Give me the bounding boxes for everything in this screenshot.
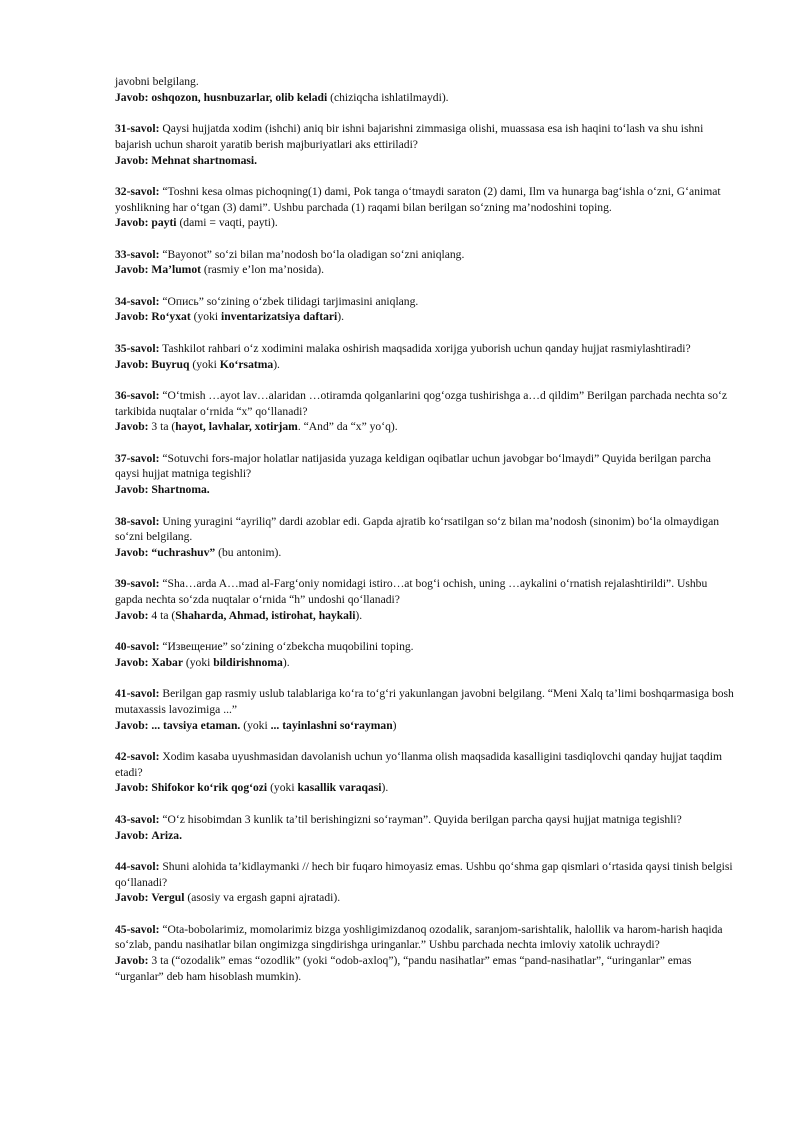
- answer-note: (dami = vaqti, payti).: [179, 216, 278, 230]
- answer-bold: oshqozon, husnbuzarlar, olib keladi: [151, 90, 328, 104]
- question-34: [115, 294, 735, 325]
- question-text: “Bayonot” so‘zi bilan ma’nodosh bo‘la oladigan so‘zni aniqlang.: [162, 247, 465, 261]
- question-label: 43-savol:: [115, 812, 160, 826]
- question-label: 39-savol:: [115, 577, 160, 591]
- question-43: [115, 812, 735, 843]
- answer-bold: Mehnat shartnomasi.: [151, 153, 258, 167]
- question-44: [115, 859, 735, 906]
- question-text: Xodim kasaba uyushmasidan davolanish uchun yo‘llanma olish maqsadida kasalligini tasdiqlovchi qanday hujjat taqdim etadi?: [115, 750, 722, 779]
- answer-bold-alt: inventarizatsiya daftari: [221, 310, 338, 324]
- answer-tail: ).: [337, 310, 345, 324]
- answer-plain: 4 ta (: [151, 608, 176, 622]
- question-label: 31-savol:: [115, 122, 160, 136]
- question-text: “Ota-bobolarimiz, momolarimiz bizga yoshligimizdanoq ozodalik, saranjom-sarishtalik, halollik va harom-harish haqida so‘zlab, pandu nasihatlar bilan ongimizga singdirishga uringanlar.” Ushbu parchada nechta imloviy xatolik uchraydi?: [115, 922, 723, 952]
- intro-line: javobni belgilang.: [115, 75, 199, 88]
- answer-label: Javob:: [115, 153, 149, 167]
- answer-label: Javob:: [115, 90, 149, 104]
- question-text: “Sha…arda A…mad al-Farg‘oniy nomidagi istiro…at bog‘i ochish, uning …aykalini o‘rnatish rejalashtirildi”. Ushbu gapda nechta so‘zda nuqtalar o‘rnida “h” undoshi qo‘llanadi?: [115, 577, 708, 607]
- answer-label: Javob:: [115, 310, 149, 324]
- question-39: [115, 576, 735, 623]
- answer-tail: . “And” da “x” yo‘q).: [297, 420, 398, 434]
- question-label: 41-savol:: [115, 687, 160, 701]
- answer-note: 3 ta (“ozodalik” emas “ozodlik” (yoki “odob-axloq”), “pandu nasihatlar” emas “pand-nasihatlar”, “uringanlar” emas “urganlar” deb ham hisoblash mumkin).: [115, 954, 692, 983]
- question-text: “Извещение” so‘zining o‘zbekcha muqobilini toping.: [162, 640, 414, 654]
- question-40: [115, 639, 735, 670]
- answer-bold: Xabar: [151, 655, 183, 669]
- answer-plain: 3 ta (: [151, 420, 176, 434]
- answer-note: (asosiy va ergash gapni ajratadi).: [187, 891, 341, 905]
- question-36: [115, 388, 735, 435]
- question-label: 37-savol:: [115, 451, 160, 465]
- answer-note: (yoki: [192, 357, 217, 371]
- question-text: “O‘tmish …ayot lav…alaridan …otiramda qolganlarini qog‘ozga tushirishga a…d qildim” Berilgan parchada nechta so‘z tarkibida nuqtalar o‘rnida “x” qo‘llanadi?: [115, 388, 728, 418]
- question-text: “O‘z hisobimdan 3 kunlik ta’til berishingizni so‘rayman”. Quyida berilgan parcha qaysi hujjat matniga tegishli?: [162, 812, 682, 826]
- question-text: “Toshni kesa olmas pichoqning(1) dami, Pok tanga o‘tmaydi saraton (2) dami, Ilm va hunarga bag‘ishla o‘zni, G‘animat yoshlikning har o‘tgan (3) dami”. Ushbu parchada (1) raqami bilan berilgan so‘zning ma’nodoshini toping.: [115, 184, 721, 214]
- answer-bold: Ma’lumot: [151, 263, 201, 277]
- answer-bold: ... tavsiya etaman.: [151, 718, 241, 732]
- answer-bold: Ariza.: [151, 828, 182, 842]
- question-38: [115, 514, 735, 561]
- question-label: 42-savol:: [115, 750, 160, 764]
- answer-label: Javob:: [115, 483, 149, 497]
- intro-block: [115, 74, 735, 105]
- answer-label: Javob:: [115, 718, 149, 732]
- answer-note: (bu antonim).: [218, 545, 282, 559]
- question-35: [115, 341, 735, 372]
- question-33: [115, 247, 735, 278]
- answer-note: (rasmiy e’lon ma’nosida).: [203, 263, 324, 277]
- answer-bold: Shartnoma.: [151, 483, 210, 497]
- answer-bold: Shifokor ko‘rik qog‘ozi: [151, 781, 268, 795]
- answer-tail: ).: [282, 655, 290, 669]
- question-text: Tashkilot rahbari o‘z xodimini malaka oshirish maqsadida xorijga yuborish uchun qanday hujjat rasmiylashtiradi?: [162, 341, 691, 355]
- question-text: Uning yuragini “ayriliq” dardi azoblar edi. Gapda ajratib ko‘rsatilgan so‘z bilan ma’nodosh (sinonim) bo‘la olmaydigan so‘zni belgilang.: [115, 514, 720, 544]
- document-page: [115, 74, 735, 1000]
- question-label: 40-savol:: [115, 640, 160, 654]
- answer-bold-alt: kasallik varaqasi: [297, 781, 382, 795]
- question-text: Shuni alohida ta’kidlaymanki // hech bir fuqaro himoyasiz emas. Ushbu qo‘shma gap qismlari o‘rtasida qaysi tinish belgisi qo‘llanadi?: [115, 859, 733, 889]
- answer-note: (yoki: [185, 655, 211, 669]
- answer-label: Javob:: [115, 954, 149, 968]
- answer-label: Javob:: [115, 357, 149, 371]
- question-37: [115, 451, 735, 498]
- question-text: Berilgan gap rasmiy uslub talablariga ko‘ra to‘g‘ri yakunlangan javobni belgilang. “Meni Xalq ta’limi boshqarmasiga bosh mutaxassis lavozimiga ...”: [115, 687, 734, 716]
- question-label: 33-savol:: [115, 247, 160, 261]
- question-45: [115, 922, 735, 985]
- question-label: 44-savol:: [115, 859, 160, 873]
- answer-bold: Shaharda, Ahmad, istirohat, haykali: [175, 608, 356, 622]
- answer-tail: ).: [273, 357, 280, 371]
- answer-tail: ).: [381, 781, 389, 795]
- answer-note: (yoki: [270, 781, 295, 795]
- answer-bold-alt: Ko‘rsatma: [219, 357, 274, 371]
- question-label: 38-savol:: [115, 514, 160, 528]
- question-label: 45-savol:: [115, 922, 160, 936]
- answer-label: Javob:: [115, 420, 149, 434]
- answer-bold: payti: [151, 216, 177, 230]
- answer-label: Javob:: [115, 545, 149, 559]
- answer-bold: hayot, lavhalar, xotirjam: [175, 420, 298, 434]
- answer-note: (chiziqcha ishlatilmaydi).: [330, 90, 449, 104]
- question-31: [115, 121, 735, 168]
- answer-tail: ).: [355, 608, 363, 622]
- answer-bold: Ro‘yxat: [151, 310, 191, 324]
- question-42: [115, 749, 735, 796]
- answer-bold: “uchrashuv”: [151, 545, 216, 559]
- question-label: 36-savol:: [115, 388, 160, 402]
- question-41: [115, 686, 735, 733]
- question-text: “Sotuvchi fors-major holatlar natijasida yuzaga keldigan oqibatlar uchun javobgar bo‘lmaydi” Quyida berilgan parcha qaysi hujjat matniga tegishli?: [115, 451, 711, 481]
- answer-label: Javob:: [115, 608, 149, 622]
- answer-label: Javob:: [115, 781, 149, 795]
- answer-note: (yoki: [243, 718, 268, 732]
- answer-label: Javob:: [115, 216, 149, 230]
- answer-bold-alt: ... tayinlashni so‘rayman: [270, 718, 393, 732]
- question-label: 35-savol:: [115, 341, 160, 355]
- answer-bold: Vergul: [151, 891, 185, 905]
- answer-label: Javob:: [115, 263, 149, 277]
- answer-bold-alt: bildirishnoma: [213, 655, 283, 669]
- question-text: “Опись” so‘zining o‘zbek tilidagi tarjimasini aniqlang.: [162, 294, 419, 308]
- answer-bold: Buyruq: [151, 357, 190, 371]
- question-32: [115, 184, 735, 231]
- answer-label: Javob:: [115, 655, 149, 669]
- answer-label: Javob:: [115, 828, 149, 842]
- answer-label: Javob:: [115, 891, 149, 905]
- question-label: 34-savol:: [115, 294, 160, 308]
- question-label: 32-savol:: [115, 184, 160, 198]
- question-text: Qaysi hujjatda xodim (ishchi) aniq bir ishni bajarishni zimmasiga olishi, muassasa esa ish haqini to‘lash va shu ishni bajarish uchun sharoit yaratib berish majburiyatlari aks ettiriladi?: [115, 122, 704, 151]
- answer-tail: ): [392, 718, 397, 732]
- answer-note: (yoki: [193, 310, 219, 324]
